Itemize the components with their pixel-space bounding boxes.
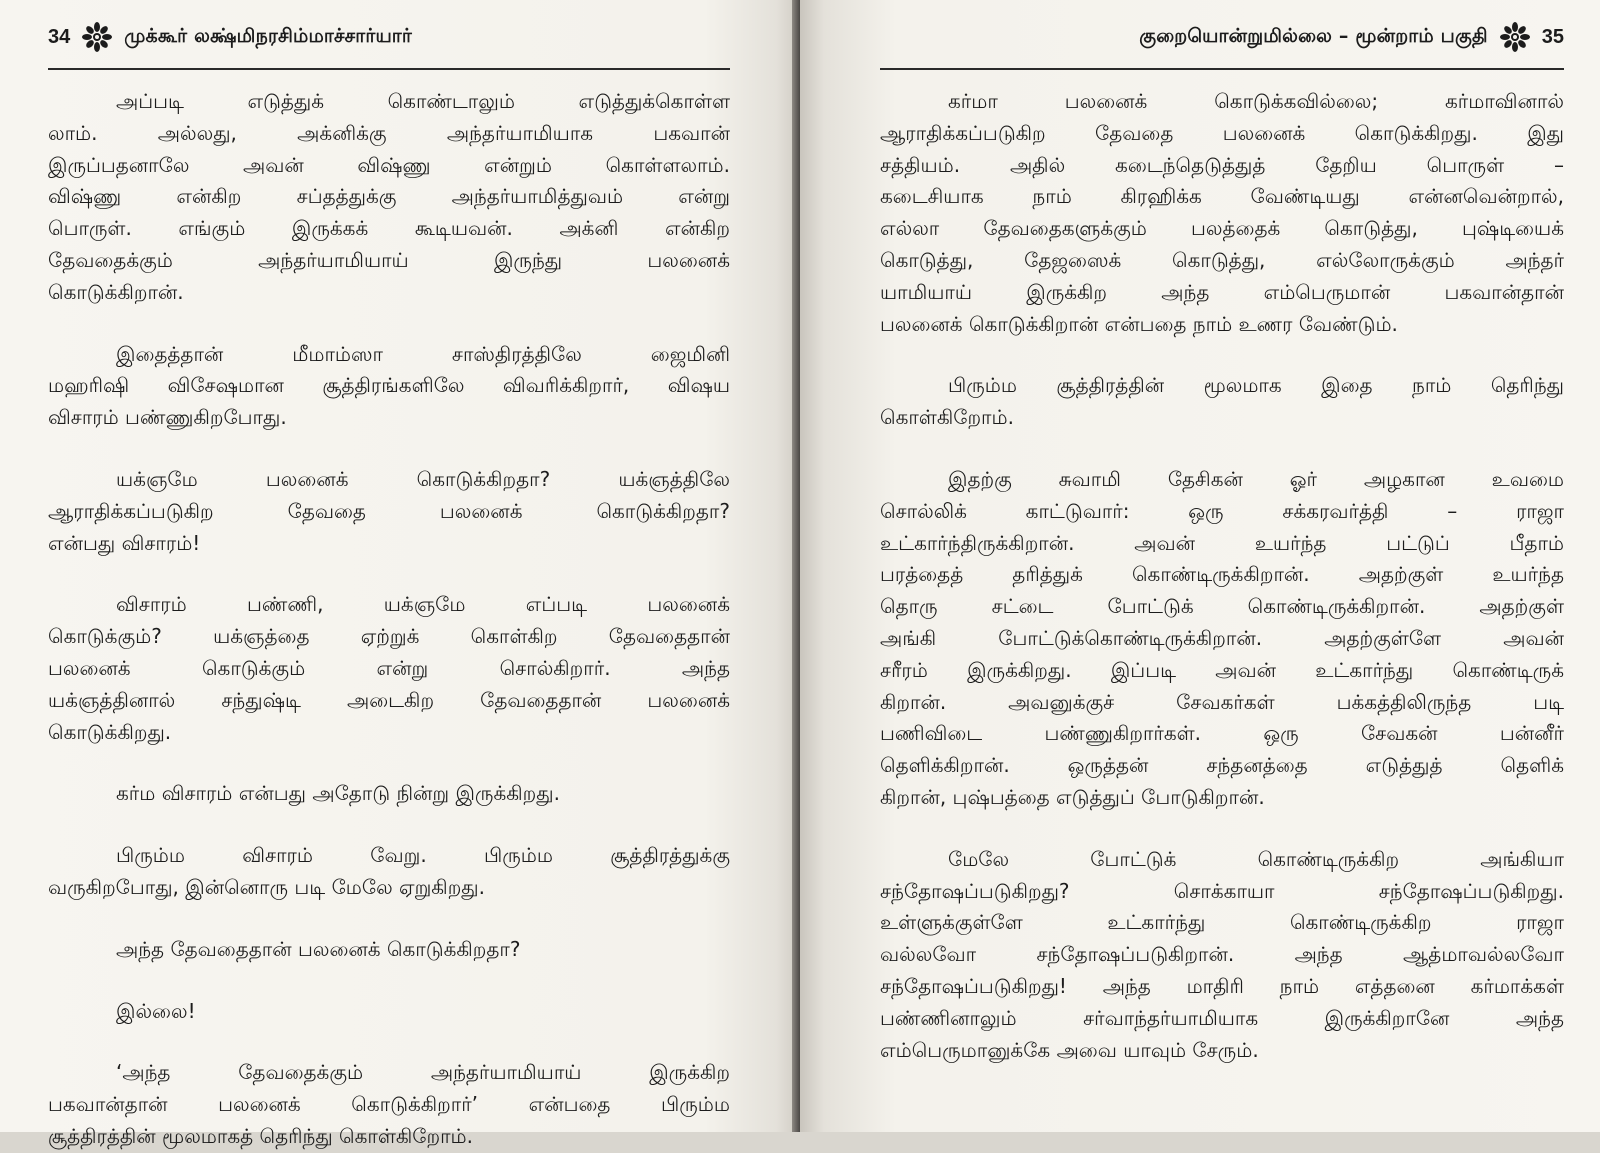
text-line: யாமியாய் இருக்கிற அந்த எம்பெருமான் பகவான்தான் [880,279,1564,304]
text-line: ஆராதிக்கப்படுகிற தேவதை பலனைக் கொடுக்கிறது. இது [880,120,1564,145]
paragraph [48,86,730,309]
text-line: பலனைக் கொடுக்கும் என்று சொல்கிறார். அந்த [48,655,730,680]
right-page [800,0,1600,1132]
text-line: பொருள். எங்கும் இருக்கக் கூடியவன். அக்னி என்கிற [48,216,730,241]
text-line: சூத்திரத்தின் மூலமாகத் தெரிந்து கொள்கிறோம். [48,1123,473,1148]
left-page [0,0,800,1148]
text-line: இதைத்தான் மீமாம்ஸா சாஸ்திரத்திலே ஜைமினி [116,341,730,366]
text-line: பணிவிடை பண்ணுகிறார்கள். ஒரு சேவகன் பன்னீர் [880,721,1564,746]
flower-ornament-icon [1500,22,1530,52]
text-line: சந்தோஷப்படுகிறது! அந்த மாதிரி நாம் எத்தனை கர்மாக்கள் [880,973,1564,998]
paragraph [880,844,1564,1067]
running-title: முக்கூர் லக்ஷ்மிநரசிம்மாச்சார்யார் [124,24,413,47]
text-line: கொடுத்து, தேஜஸைக் கொடுத்து, எல்லோருக்கும் அந்தர் [880,247,1564,272]
text-line: இல்லை! [116,998,196,1023]
text-line: தெளிக்கிறான். ஒருத்தன் சந்தனத்தை எடுத்துத் தெளிக் [880,753,1564,778]
text-line: சரீரம் இருக்கிறது. இப்படி அவன் உட்கார்ந்து கொண்டிருக் [880,657,1564,682]
text-line: யக்ஞத்தினால் சந்துஷ்டி அடைகிற தேவதைதான் பலனைக் [48,687,730,712]
page-body [880,86,1564,1066]
text-line: கொடுக்கும்? யக்ஞத்தை ஏற்றுக் கொள்கிற தேவதைதான் [48,624,730,649]
text-line: எல்லா தேவதைகளுக்கும் பலத்தைக் கொடுத்து, புஷ்டியைக் [880,216,1564,241]
text-line: ‘அந்த தேவதைக்கும் அந்தர்யாமியாய் இருக்கிற [116,1060,730,1085]
text-line: ஆராதிக்கப்படுகிற தேவதை பலனைக் கொடுக்கிறதா? [48,498,730,523]
text-line: இருப்பதனாலே அவன் விஷ்ணு என்றும் கொள்ளலாம். [48,152,730,177]
text-line: பகவான்தான் பலனைக் கொடுக்கிறார்’ என்பதை பிரும்ம [48,1092,730,1117]
paragraph [48,589,730,748]
text-line: அந்த தேவதைதான் பலனைக் கொடுக்கிறதா? [116,936,521,961]
text-line: கொடுக்கிறான். [48,279,184,304]
text-line: கர்மா பலனைக் கொடுக்கவில்லை; கர்மாவினால் [948,89,1564,113]
text-line: அப்படி எடுத்துக் கொண்டாலும் எடுத்துக்கொள்ள [116,89,730,113]
page-header [48,20,730,54]
text-line: கிறான், புஷ்பத்தை எடுத்துப் போடுகிறான். [880,784,1265,809]
header-rule [48,68,730,70]
text-line: பலனைக் கொடுக்கிறான் என்பதை நாம் உணர வேண்டும். [880,311,1398,336]
text-line: கொள்கிறோம். [880,405,1014,430]
text-line: யக்ஞமே பலனைக் கொடுக்கிறதா? யக்ஞத்திலே [116,466,730,491]
text-line: தேவதைக்கும் அந்தர்யாமியாய் இருந்து பலனைக் [48,247,730,272]
paragraph [880,86,1564,340]
text-line: எம்பெருமானுக்கே அவை யாவும் சேரும். [880,1037,1259,1062]
text-line: கிறான். அவனுக்குச் சேவகர்கள் பக்கத்திலிருந்த படி [880,689,1564,714]
text-line: கர்ம விசாரம் என்பது அதோடு நின்று இருக்கிறது. [116,781,560,806]
text-line: பரத்தைத் தரித்துக் கொண்டிருக்கிறான். அதற்குள் உயர்ந்த [880,562,1564,587]
page-number: 34 [48,25,71,48]
text-line: சந்தோஷப்படுகிறது? சொக்காயா சந்தோஷப்படுகிறது. [880,878,1564,903]
page-body [48,86,730,1153]
text-line: வல்லவோ சந்தோஷப்படுகிறான். அந்த ஆத்மாவல்லவோ [880,942,1564,967]
text-line: உட்கார்ந்திருக்கிறான். அவன் உயர்ந்த பட்டுப் பீதாம் [880,530,1564,555]
text-line: தொரு சட்டை போட்டுக் கொண்டிருக்கிறான். அதற்குள் [880,594,1564,619]
text-line: அங்கி போட்டுக்கொண்டிருக்கிறான். அதற்குள்ளே அவன் [880,625,1564,650]
text-line: விஷ்ணு என்கிற சப்தத்துக்கு அந்தர்யாமித்துவம் என்று [48,184,730,209]
text-line: சத்தியம். அதில் கடைந்தெடுத்துத் தேறிய பொருள் – [880,152,1564,177]
text-line: சொல்லிக் காட்டுவார்: ஒரு சக்கரவர்த்தி – ராஜா [880,498,1564,523]
text-line: உள்ளுக்குள்ளே உட்கார்ந்து கொண்டிருக்கிற ராஜா [880,910,1564,935]
paragraph [48,996,730,1028]
paragraph [48,464,730,559]
text-line: விசாரம் பண்ணுகிறபோது. [48,405,287,430]
paragraph [48,778,730,810]
text-line: கொடுக்கிறது. [48,719,172,744]
running-title: குறையொன்றுமில்லை – மூன்றாம் பகுதி [1139,24,1488,47]
paragraph [48,1057,730,1152]
paragraph [48,840,730,904]
page-header [880,20,1564,54]
text-line: கடைசியாக நாம் கிரஹிக்க வேண்டியது என்னவென்றால், [880,184,1564,209]
text-line: விசாரம் பண்ணி, யக்ஞமே எப்படி பலனைக் [116,592,730,617]
header-rule [880,68,1564,70]
paragraph [48,934,730,966]
page-number: 35 [1541,25,1564,48]
flower-ornament-icon [82,22,112,52]
paragraph [880,370,1564,434]
text-line: பிரும்ம சூத்திரத்தின் மூலமாக இதை நாம் தெரிந்து [948,373,1564,398]
text-line: என்பது விசாரம்! [48,530,201,555]
paragraph [48,339,730,434]
text-line: லாம். அல்லது, அக்னிக்கு அந்தர்யாமியாக பகவான் [48,120,730,145]
text-line: பண்ணினாலும் சர்வாந்தர்யாமியாக இருக்கிறானே அந்த [880,1005,1564,1030]
text-line: பிரும்ம விசாரம் வேறு. பிரும்ம சூத்திரத்துக்கு [116,843,730,868]
text-line: மஹரிஷி விசேஷமான சூத்திரங்களிலே விவரிக்கிறார், விஷய [48,373,730,398]
text-line: மேலே போட்டுக் கொண்டிருக்கிற அங்கியா [948,846,1564,871]
text-line: வருகிறபோது, இன்னொரு படி மேலே ஏறுகிறது. [48,874,486,899]
paragraph [880,464,1564,814]
text-line: இதற்கு சுவாமி தேசிகன் ஓர் அழகான உவமை [948,466,1564,491]
